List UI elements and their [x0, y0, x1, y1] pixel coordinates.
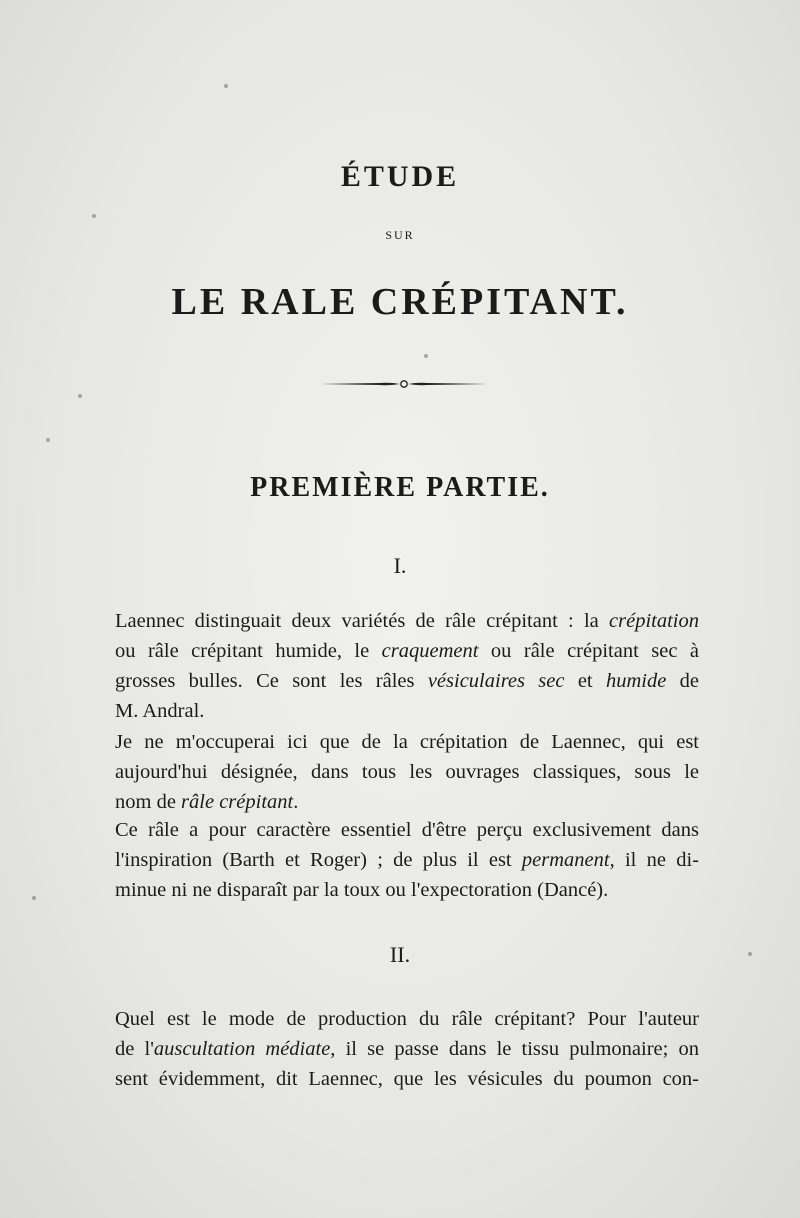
- italic-run: permanent: [521, 849, 610, 871]
- paragraph-2: [115, 727, 699, 817]
- text-run: de l': [115, 1038, 154, 1060]
- text-line: Quel est le mode de production du râle crépitant? Pour l'auteur: [115, 1008, 699, 1030]
- title-etude: ÉTUDE: [340, 160, 460, 193]
- text-run: ou râle crépitant sec à: [478, 640, 699, 662]
- text-line: Je ne m'occuperai ici que de la crépitation de Laennec, qui est: [115, 731, 699, 753]
- paragraph-1: [115, 606, 699, 726]
- text-line: minue ni ne disparaît par la toux ou l'expectoration (Dancé).: [115, 879, 609, 901]
- text-line: [115, 1034, 699, 1064]
- part-title: PREMIÈRE PARTIE.: [250, 472, 550, 503]
- text-line: sent évidemment, dit Laennec, que les vésicules du poumon con-: [115, 1068, 699, 1090]
- paper-speck: [32, 896, 36, 900]
- italic-run: auscultation médiate: [153, 1038, 331, 1060]
- text-line: M. Andral.: [115, 700, 205, 722]
- italic-run: humide: [605, 670, 667, 692]
- italic-run: crépitation: [609, 610, 699, 632]
- text-run: grosses bulles. Ce sont les râles: [115, 670, 428, 692]
- paragraph-3: [115, 815, 699, 905]
- text-run: Laennec distinguait deux variétés de râle crépitant : la: [115, 610, 610, 632]
- italic-run: vésiculaires sec: [427, 670, 565, 692]
- italic-run: craquement: [381, 640, 479, 662]
- title-sur: SUR: [385, 228, 415, 242]
- paper-speck: [92, 214, 96, 218]
- paragraph-4: [115, 1004, 699, 1094]
- text-run: et: [564, 670, 606, 692]
- paper-speck: [224, 84, 228, 88]
- text-line: [115, 636, 699, 666]
- ornament-divider: [318, 376, 490, 392]
- text-line: aujourd'hui désignée, dans tous les ouvrages classiques, sous le: [115, 761, 699, 783]
- paper-speck: [46, 438, 50, 442]
- section-number-2: II.: [389, 942, 411, 967]
- text-run: .: [293, 791, 299, 813]
- text-line: [115, 845, 699, 875]
- paper-speck: [78, 394, 82, 398]
- text-run: , il se passe dans le tissu pulmonaire; on: [330, 1038, 699, 1060]
- page-title: LE RALE CRÉPITANT.: [171, 281, 629, 323]
- text-run: de: [666, 670, 699, 692]
- italic-run: râle crépitant: [181, 791, 294, 813]
- text-run: l'inspiration (Barth et Roger) ; de plus il est: [115, 849, 522, 871]
- section-number-1: I.: [393, 553, 407, 578]
- text-run: nom de: [115, 791, 182, 813]
- text-run: ou râle crépitant humide, le: [115, 640, 382, 662]
- text-line: [115, 606, 699, 636]
- paper-speck: [424, 354, 428, 358]
- text-line: [115, 666, 699, 696]
- text-line: [115, 787, 699, 817]
- text-run: , il ne di-: [609, 849, 699, 871]
- text-line: Ce râle a pour caractère essentiel d'être perçu exclusivement dans: [115, 819, 699, 841]
